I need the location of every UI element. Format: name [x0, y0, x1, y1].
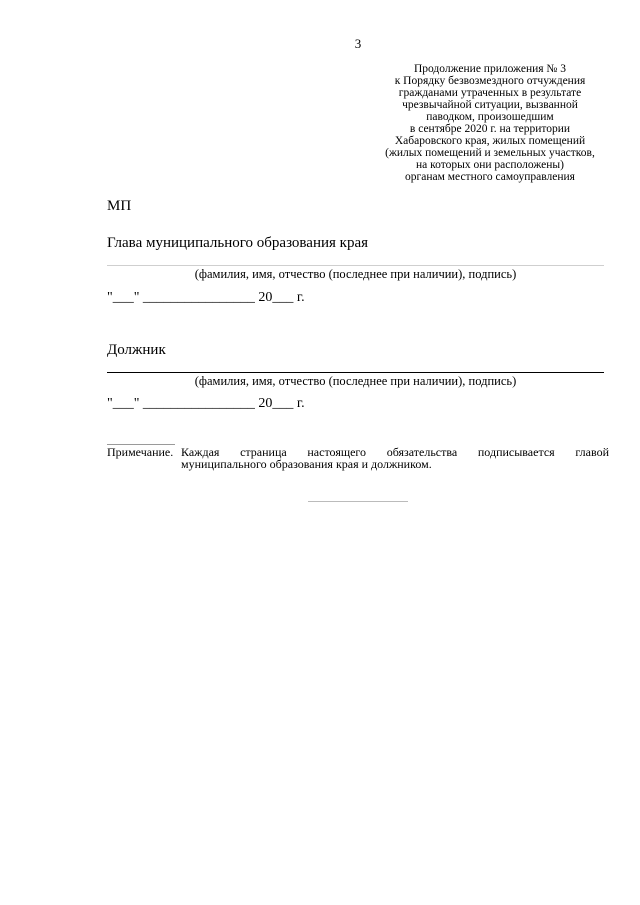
header-line: Хабаровского края, жилых помещений: [394, 135, 586, 147]
debtor-signature-line: [107, 372, 604, 373]
appendix-header: [372, 63, 608, 183]
head-signature-caption: (фамилия, имя, отчество (последнее при наличии), подпись): [194, 267, 517, 281]
page-number: 3: [354, 36, 362, 51]
end-separator: [308, 501, 408, 502]
header-line: к Порядку безвозмездного отчуждения: [394, 75, 586, 87]
note-text: Каждая страница настоящего обязательства подписывается главой муниципального образования края и должником.: [181, 445, 609, 471]
header-line: (жилых помещений и земельных участков,: [385, 147, 595, 159]
note-label: Примечание.: [107, 445, 174, 459]
header-line: в сентябре 2020 г. на территории: [409, 123, 571, 135]
head-signature-line: [107, 265, 604, 266]
head-date-line: "___" ________________ 20___ г.: [107, 290, 305, 305]
header-line: гражданами утраченных в результате: [398, 87, 582, 99]
debtor-signature-caption: (фамилия, имя, отчество (последнее при наличии), подпись): [194, 374, 517, 388]
header-line: чрезвычайной ситуации, вызванной: [402, 99, 578, 111]
header-line: органам местного самоуправления: [405, 171, 575, 183]
stamp-label: МП: [107, 198, 132, 214]
header-line: паводком, произошедшим: [426, 111, 554, 123]
debtor-date-line: "___" ________________ 20___ г.: [107, 396, 305, 411]
header-line: Продолжение приложения № 3: [413, 63, 567, 75]
note: [107, 446, 609, 470]
head-signature-title: Глава муниципального образования края: [107, 235, 368, 251]
debtor-signature-title: Должник: [107, 342, 166, 358]
header-line: на которых они расположены): [416, 159, 564, 171]
